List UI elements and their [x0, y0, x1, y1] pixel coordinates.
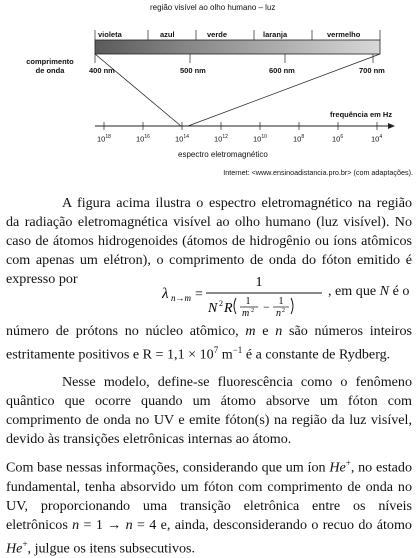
- wavelength-tick-500: 500 nm: [180, 66, 206, 75]
- svg-text:N: N: [208, 301, 218, 316]
- svg-text:n: n: [276, 308, 281, 317]
- svg-text:1: 1: [278, 296, 284, 307]
- frequency-tick-label: $10^{10}$: [253, 134, 267, 144]
- svg-text:n→m: n→m: [171, 293, 191, 303]
- svg-text:2: 2: [251, 308, 254, 314]
- color-azul: azul: [160, 30, 175, 39]
- svg-text:1: 1: [255, 275, 263, 290]
- svg-text:2: 2: [219, 299, 223, 308]
- spectrum-label: espectro eletromagnético: [178, 150, 268, 159]
- frequency-tick-label: $10^6$: [332, 134, 344, 144]
- paragraph-2: Nesse modelo, define-se fluorescência como o fenômeno quântico que ocorre quando um átomo absorve um fóton com comprimento de onda no UV e emite fóton(s) na região da luz visível, devido às transições eletrônicas internas ao átomo.: [6, 374, 412, 447]
- frequency-tick-label: $10^4$: [371, 134, 383, 144]
- svg-text:=: =: [195, 287, 203, 302]
- figure-title: região visível ao olho humano – luz: [150, 3, 276, 12]
- svg-text:−: −: [263, 300, 270, 314]
- frequency-tick-label: $10^{14}$: [175, 134, 189, 144]
- svg-text:λ: λ: [162, 286, 169, 302]
- visible-band: [95, 40, 380, 54]
- wavelength-tick-700: 700 nm: [359, 66, 385, 75]
- figure-credit: Internet: <www.ensinoadistancia.pro.br> (com adaptações).: [223, 168, 413, 177]
- wavelength-axis-label: comprimento de onda: [26, 57, 74, 75]
- frequency-label: frequência em Hz: [330, 110, 393, 119]
- color-verde: verde: [207, 30, 228, 39]
- paragraph-3: Com base nessas informações, considerando que um íon He+, no estado fundamental, tenha absorvido um fóton com comprimento de onda no UV, proporcionando uma transição eletrônica entre os níveis eletrônicos n = 1 → n = 4 e, ainda, desconsiderando o recuo do átomo He+, julgue os itens subsecutivos.: [6, 458, 413, 557]
- frequency-tick-label: $10^{16}$: [136, 134, 150, 144]
- zoom-line-left: [95, 54, 181, 126]
- formula-suffix: , em que N é o: [328, 283, 410, 299]
- wavelength-tick-400: 400 nm: [89, 66, 115, 75]
- svg-text:1: 1: [245, 296, 251, 307]
- svg-text:R: R: [224, 301, 233, 316]
- wavelength-tick-600: 600 nm: [269, 66, 295, 75]
- svg-text:m: m: [242, 308, 250, 317]
- electromagnetic-spectrum-figure: [0, 0, 419, 185]
- paragraph-1-continued: número de prótons no núcleo atômico, m e n são números inteiros estritamente positivos e $R = 1,1 \times 10^7$ $m^{-1}$ é a constante de Rydberg.: [6, 323, 413, 363]
- color-violeta: violeta: [98, 30, 122, 39]
- wavelength-formula: [162, 271, 336, 317]
- formula-line: [6, 271, 412, 317]
- svg-text:2: 2: [282, 308, 285, 314]
- frequency-tick-label: $10^{12}$: [214, 134, 228, 144]
- paragraph-1: A figura acima ilustra o espectro eletromagnético na região da radiação eletromagnética visível ao olho humano (luz visível). No caso de átomos hidrogenoides (átomos de hidrogênio ou íons atômicos com apenas um elétron), o comprimento de onda do fóton emitido é expresso por: [6, 195, 412, 287]
- frequency-tick-label: $10^{18}$: [97, 134, 111, 144]
- color-vermelho: vermelho: [327, 30, 361, 39]
- color-laranja: laranja: [263, 30, 288, 39]
- frequency-tick-label: $10^8$: [293, 134, 305, 144]
